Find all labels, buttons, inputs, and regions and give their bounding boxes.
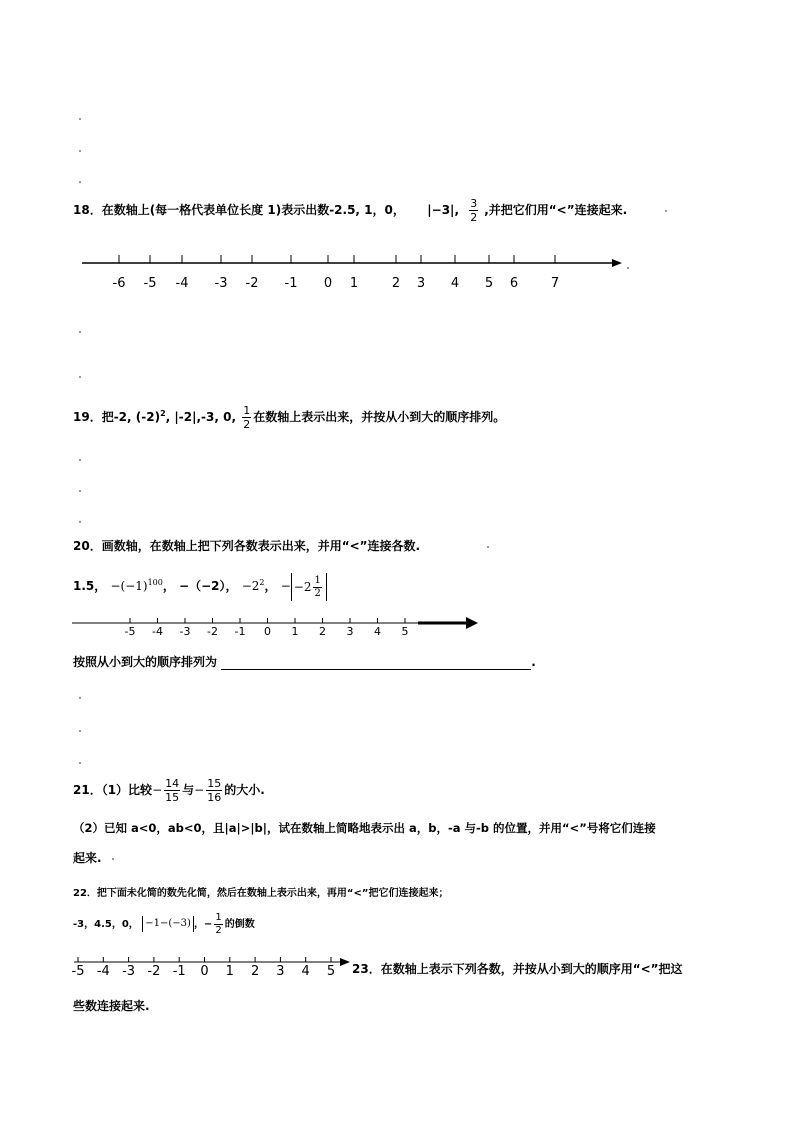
paragraph-mark: [79, 490, 81, 492]
q18-ticks: [119, 255, 555, 263]
axis-tick-label: 4: [374, 625, 381, 638]
question-20-numbers: 1.5， $-(-1)^{100}$， −（−2）， $-2^2$， − −2 $\frac{1}{2}$: [73, 566, 327, 600]
paragraph-mark: [79, 521, 81, 523]
axis-tick-label: -5: [143, 276, 157, 291]
axis-tick-label: 4: [450, 276, 460, 291]
axis-tick-label: -3: [122, 964, 136, 979]
question-21-part2-line2: 起来.: [73, 851, 102, 865]
paragraph-mark: [79, 181, 81, 183]
axis-tick-label: 5: [401, 625, 409, 638]
axis-tick-label: 0: [200, 964, 209, 979]
axis-tick-label: 0: [264, 625, 271, 638]
q18-fraction: $\frac{3}{2}$: [470, 197, 478, 224]
question-18: 18．在数轴上(每一格代表单位长度 1)表示出数-2.5, 1，0， |−3|, $\frac{3}{2}$ ,并把它们用“<”连接起来.: [73, 197, 628, 224]
axis-tick-label: -4: [152, 625, 163, 638]
q21-fraction-1: $\frac{14}{15}$: [165, 777, 180, 804]
q22-ticks: [78, 957, 331, 962]
axis-tick-label: 6: [509, 276, 519, 291]
q22-axis-labels: [72, 964, 352, 982]
axis-tick-label: -4: [96, 964, 110, 979]
axis-tick-label: 3: [276, 964, 285, 979]
axis-tick-label: -1: [172, 964, 186, 979]
question-19: 19．把-2, $(-2)^2$, |-2|,-3, 0, $\frac{1}{2}$ 在数轴上表示出来，并按从小到大的顺序排列。: [73, 404, 506, 431]
q18-lead: 18．在数轴上(每一格代表单位长度 1)表示出数-2.5, 1，0，: [73, 203, 405, 217]
axis-tick-label: -1: [234, 625, 246, 638]
q20-answer-blank[interactable]: [221, 657, 531, 670]
axis-tick-label: 5: [484, 276, 494, 291]
axis-tick-label: 3: [416, 276, 426, 291]
axis-tick-label: -5: [71, 964, 85, 979]
axis-tick-label: 3: [346, 625, 354, 638]
question-21-part1: 21．（1）比较− $\frac{14}{15}$ 与− $\frac{15}{16}$ 的大小.: [73, 777, 265, 804]
question-23-line1: 23．在数轴上表示下列各数，并按从小到大的顺序用“<”把这: [352, 962, 683, 976]
q18-abs-value: |−3|: [427, 203, 455, 217]
paragraph-mark: [79, 150, 81, 152]
question-21-part2-line1: （2）已知 a<0，ab<0，且|a|>|b|，试在数轴上简略地表示出 a，b，-a 与-b 的位置，并用“<”号将它们连接: [73, 821, 656, 835]
axis-tick-label: 7: [550, 276, 560, 291]
axis-tick-label: -2: [245, 276, 259, 291]
axis-tick-label: -3: [214, 276, 228, 291]
paragraph-mark: [79, 762, 81, 764]
axis-tick-label: 2: [391, 276, 401, 291]
paragraph-mark: [79, 118, 81, 120]
axis-tick-label: 4: [301, 964, 310, 979]
axis-tick-label: 2: [250, 964, 260, 979]
q22-fraction: $\frac{1}{2}$: [215, 911, 222, 936]
axis-tick-label: -3: [179, 625, 191, 638]
q20-ticks: [130, 618, 405, 623]
q18-axis-labels: [80, 276, 640, 294]
q19-fraction: $\frac{1}{2}$: [243, 404, 251, 431]
axis-tick-label: -2: [147, 964, 161, 979]
q18-axis-arrow: [612, 259, 622, 267]
axis-tick-label: -4: [175, 276, 189, 291]
axis-tick-label: -5: [124, 625, 136, 638]
question-20-title: 20．画数轴，在数轴上把下列各数表示出来，并用“<”连接各数.: [73, 539, 421, 553]
axis-tick-label: -2: [207, 625, 218, 638]
question-23-line2: 些数连接起来.: [73, 999, 150, 1013]
paragraph-mark: [627, 267, 629, 269]
axis-tick-label: 0: [323, 276, 333, 291]
paragraph-mark: [665, 210, 667, 212]
paragraph-mark: [79, 331, 81, 333]
axis-tick-label: 1: [349, 276, 359, 291]
axis-tick-label: -1: [284, 276, 298, 291]
question-22-numbers: -3，4.5，0， −1−(−3) ，− $\frac{1}{2}$ 的倒数: [73, 911, 255, 936]
q20-axis-labels: [70, 625, 490, 639]
q18-tail: ,并把它们用“<”连接起来.: [484, 203, 628, 217]
axis-tick-label: 2: [319, 625, 326, 638]
paragraph-mark: [79, 459, 81, 461]
paragraph-mark: [487, 546, 489, 548]
paragraph-mark: [79, 376, 81, 378]
q20-order-line: 按照从小到大的顺序排列为 .: [73, 655, 536, 669]
paragraph-mark: [112, 858, 114, 860]
q18-number-line: [80, 250, 640, 278]
axis-tick-label: -6: [112, 276, 126, 291]
q22-abs-expression: −1−(−3): [142, 916, 194, 932]
q20-abs-mixed-number: −2 $\frac{1}{2}$: [291, 573, 327, 601]
paragraph-mark: [79, 730, 81, 732]
axis-tick-label: 5: [326, 964, 336, 979]
paragraph-mark: [79, 697, 81, 699]
question-22-title: 22．把下面未化简的数先化简，然后在数轴上表示出来，再用“<”把它们连接起来；: [73, 888, 449, 899]
axis-tick-label: 1: [225, 964, 234, 979]
axis-tick-label: 1: [291, 625, 299, 638]
q21-fraction-2: $\frac{15}{16}$: [207, 777, 222, 804]
